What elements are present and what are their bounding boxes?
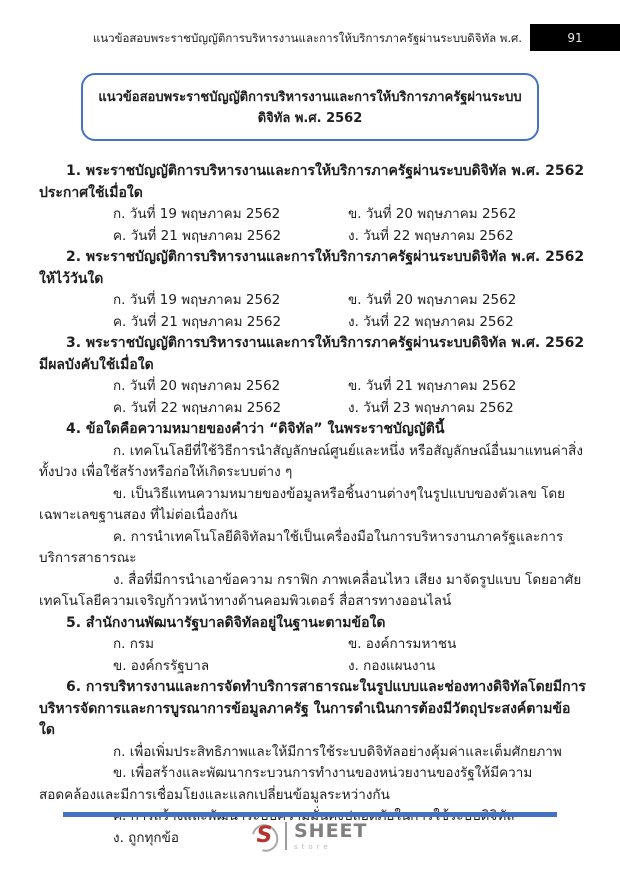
answer-option: ก. กรม <box>113 636 155 652</box>
options-grid <box>113 634 586 677</box>
answer-option: ง. ถูกทุกข้อ <box>113 829 179 846</box>
question-block <box>39 247 586 333</box>
answer-option: ข. เพื่อสร้างและพัฒนากระบวนการทำงานของหน่วยงานของรัฐให้มีความสอดคล้องและมีการเชื่อมโยงและแลกเปลี่ยนข้อมูลระหว่างกัน <box>39 765 533 803</box>
title-box <box>81 73 539 141</box>
question-block <box>39 419 586 613</box>
question-text: 2. พระราชบัญญัติการบริหารงานและการให้บริการภาครัฐผ่านระบบดิจิทัล พ.ศ. 2562 ให้ไว้วันใด <box>39 249 585 287</box>
footer-divider <box>63 812 557 817</box>
answer-option: ก. วันที่ 19 พฤษภาคม 2562 <box>113 206 281 222</box>
brand-logo <box>0 822 620 851</box>
answer-option: ค. วันที่ 21 พฤษภาคม 2562 <box>113 227 282 244</box>
answer-option: ง. วันที่ 22 พฤษภาคม 2562 <box>348 313 514 330</box>
answer-option: ง. วันที่ 23 พฤษภาคม 2562 <box>348 399 514 416</box>
answer-option: ข. วันที่ 20 พฤษภาคม 2562 <box>348 292 517 308</box>
answer-option: ค. วันที่ 21 พฤษภาคม 2562 <box>113 313 282 330</box>
page-number-box <box>530 24 620 51</box>
question-block <box>39 333 586 419</box>
question-text: 4. ข้อใดคือความหมายของคำว่า “ดิจิทัล” ในพระราชบัญญัตินี้ <box>66 421 445 437</box>
answer-option: ข. องค์การมหาชน <box>348 636 457 652</box>
page-header <box>0 0 620 51</box>
running-title: แนวข้อสอบพระราชบัญญัติการบริหารงานและการให้บริการภาครัฐผ่านระบบดิจิทัล พ.ศ. <box>92 30 522 45</box>
document-title: แนวข้อสอบพระราชบัญญัติการบริหารงานและการให้บริการภาครัฐผ่านระบบดิจิทัล พ.ศ. 2562 <box>98 90 522 126</box>
answer-option: ข. เป็นวิธีแทนความหมายของข้อมูลหรือชิ้นงานต่างๆในรูปแบบของตัวเลข โดยเฉพาะเลขฐานสอง ที่ไม่ต่อเนื่องกัน <box>39 485 566 523</box>
question-text: 6. การบริหารงานและการจัดทำบริการสาธารณะในรูปแบบและช่องทางดิจิทัลโดยมีการบริหารจัดการและการบูรณาการข้อมูลภาครัฐ ในการดำเนินการต้องมีวัตถุประสงค์ตามข้อใด <box>39 679 586 738</box>
question-block <box>39 613 586 678</box>
answer-option: ง. วันที่ 22 พฤษภาคม 2562 <box>348 227 514 244</box>
answer-option: ก. วันที่ 19 พฤษภาคม 2562 <box>113 292 281 308</box>
answer-option: ข. วันที่ 21 พฤษภาคม 2562 <box>348 378 517 394</box>
brand-name: SHEET <box>293 820 368 842</box>
options-grid <box>113 204 586 247</box>
answer-option: ก. เทคโนโลยีที่ใช้วิธีการนำสัญลักษณ์ศูนย์และหนึ่ง หรือสัญลักษณ์อื่นมาแทนค่าสิ่งทั้งปวง เพื่อใช้สร้างหรือก่อให้เกิดระบบต่าง ๆ <box>39 442 584 480</box>
sheet-s-logo-icon <box>252 822 276 850</box>
question-text: 5. สำนักงานพัฒนารัฐบาลดิจิทัลอยู่ในฐานะตามข้อใด <box>66 614 386 631</box>
answer-option: ค. การนำเทคโนโลยีดิจิทัลมาใช้เป็นเครื่องมือในการบริหารงานภาครัฐและการบริการสาธารณะ <box>39 528 564 566</box>
question-text: 3. พระราชบัญญัติการบริหารงานและการให้บริการภาครัฐผ่านระบบดิจิทัล พ.ศ. 2562 มีผลบังคับใช้เมื่อใด <box>39 335 585 373</box>
answer-option: ง. สื่อที่มีการนำเอาข้อความ กราฟิก ภาพเคลื่อนไหว เสียง มาจัดรูปแบบ โดยอาศัยเทคโนโลยีความเจริญก้าวหน้าทางด้านคอมพิวเตอร์ สื่อสารทางออนไลน์ <box>39 571 582 609</box>
options-grid <box>113 290 586 333</box>
answer-option: ก. เพื่อเพิ่มประสิทธิภาพและให้มีการใช้ระบบดิจิทัลอย่างคุ้มค่าและเต็มศักยภาพ <box>113 743 562 760</box>
question-text: 1. พระราชบัญญัติการบริหารงานและการให้บริการภาครัฐผ่านระบบดิจิทัล พ.ศ. 2562 ประกาศใช้เมื่อใด <box>39 163 585 201</box>
options-grid <box>113 376 586 419</box>
answer-option: ค. วันที่ 22 พฤษภาคม 2562 <box>113 399 282 416</box>
logo-divider <box>285 822 287 850</box>
logo-letter: S <box>256 823 273 848</box>
answer-option: ข. องค์กรรัฐบาล <box>113 657 210 674</box>
brand-words <box>294 822 368 851</box>
answer-option: ข. วันที่ 20 พฤษภาคม 2562 <box>348 206 517 222</box>
answer-option: ก. วันที่ 20 พฤษภาคม 2562 <box>113 378 281 394</box>
page-number: 91 <box>567 30 583 45</box>
question-block <box>39 161 586 247</box>
brand-subtitle: store <box>293 843 332 851</box>
questions <box>0 141 620 849</box>
answer-option: ง. กองแผนงาน <box>348 657 436 674</box>
